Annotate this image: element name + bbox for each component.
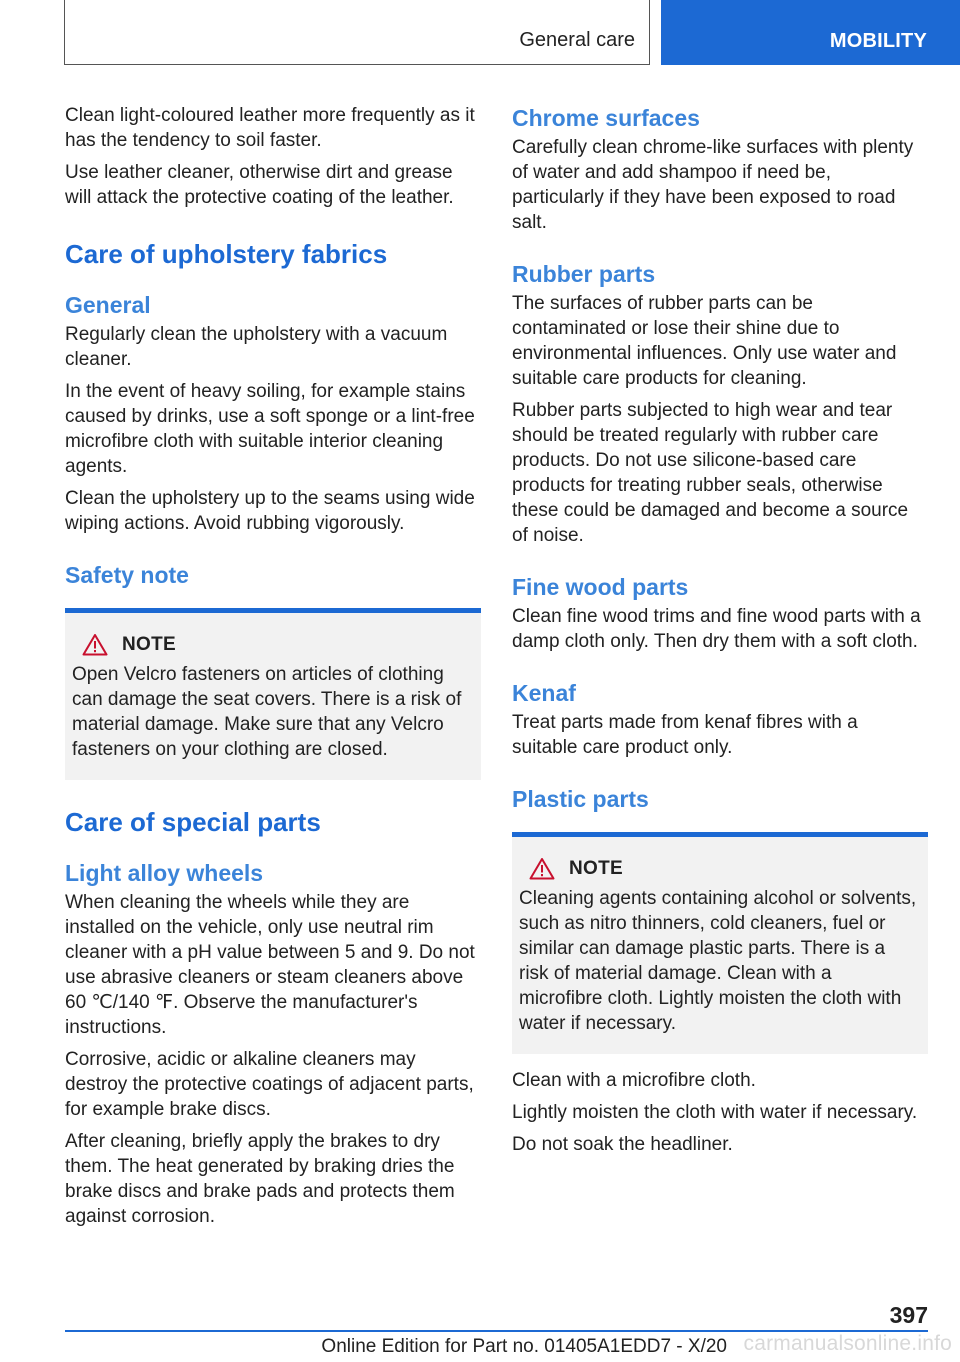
fine-wood-heading: Fine wood parts — [512, 574, 689, 600]
velcro-note-title — [82, 633, 471, 656]
velcro-note-text: Open Velcro fasteners on articles of clothing can damage the seat covers. There is a risk of material damage. Make sure that any Velcro fasteners on your clothing are closed. — [72, 664, 462, 760]
warning-triangle-icon — [82, 633, 108, 656]
wheels-paragraph-1: When cleaning the wheels while they are installed on the vehicle, only use neutral rim cleaner with a pH value between 5 and 9. Do not use abrasive cleaners or steam cleaners above 60 ℃/140 ℉. Observe the manufacturer's instructions. — [65, 892, 475, 1038]
plastic-paragraph-1: Clean with a microfibre cloth. — [512, 1070, 756, 1091]
rubber-paragraph-2: Rubber parts subjected to high wear and tear should be treated regularly with rubber care products. Do not use silicone-based care products for treating rubber seals, otherwise these could be damaged and become a source of noise. — [512, 400, 909, 546]
plastic-heading: Plastic parts — [512, 786, 649, 812]
plastic-note-title — [529, 857, 918, 880]
kenaf-paragraph: Treat parts made from kenaf fibres with a suitable care product only. — [512, 712, 858, 758]
watermark: carmanualsonline.info — [743, 1332, 952, 1355]
chrome-heading: Chrome surfaces — [512, 105, 700, 131]
upholstery-paragraph-1: Regularly clean the upholstery with a vacuum cleaner. — [65, 324, 448, 370]
fine-wood-paragraph: Clean fine wood trims and fine wood parts with a damp cloth only. Then dry them with a soft cloth. — [512, 606, 921, 652]
wheels-paragraph-3: After cleaning, briefly apply the brakes to dry them. The heat generated by braking dries the brake discs and brake pads and protects them against corrosion. — [65, 1131, 455, 1227]
velcro-note-label: NOTE — [122, 633, 176, 655]
footer-edition: Online Edition for Part no. 01405A1EDD7 - X/20 — [321, 1336, 727, 1357]
leather-paragraph-2: Use leather cleaner, otherwise dirt and grease will attack the protective coating of the leather. — [65, 162, 454, 208]
header-chapter-label: MOBILITY — [829, 30, 927, 52]
special-parts-heading: Care of special parts — [65, 807, 321, 837]
page-number: 397 — [889, 1302, 928, 1328]
chrome-paragraph: Carefully clean chrome-like surfaces with plenty of water and add shampoo if need be, particularly if they have been exposed to road salt. — [512, 137, 914, 233]
header-section-title: General care — [519, 29, 635, 51]
plastic-note-box — [512, 832, 928, 1054]
rubber-paragraph-1: The surfaces of rubber parts can be contaminated or lose their shine due to environmental influences. Only use water and suitable care products for cleaning. — [512, 293, 897, 389]
leather-paragraph-1: Clean light-coloured leather more frequently as it has the tendency to soil faster. — [65, 105, 475, 151]
header-chapter-tab — [661, 0, 960, 65]
left-column — [65, 103, 481, 1236]
rubber-heading: Rubber parts — [512, 261, 656, 287]
safety-note-heading: Safety note — [65, 562, 189, 588]
right-column — [512, 103, 928, 1164]
plastic-paragraph-3: Do not soak the headliner. — [512, 1134, 733, 1155]
upholstery-paragraph-2: In the event of heavy soiling, for example stains caused by drinks, use a soft sponge or a lint-free microfibre cloth with suitable interior cleaning agents. — [65, 381, 475, 477]
plastic-note-text: Cleaning agents containing alcohol or solvents, such as nitro thinners, cold cleaners, fuel or similar can damage plastic parts. There is a risk of material damage. Clean with a microfibre cloth. Lightly moisten the cloth with water if necessary. — [519, 888, 917, 1034]
general-heading: General — [65, 292, 151, 318]
plastic-paragraph-2: Lightly moisten the cloth with water if necessary. — [512, 1102, 918, 1123]
wheels-paragraph-2: Corrosive, acidic or alkaline cleaners may destroy the protective coatings of adjacent parts, for example brake discs. — [65, 1049, 474, 1120]
velcro-note-box — [65, 608, 481, 780]
light-alloy-wheels-heading: Light alloy wheels — [65, 860, 264, 886]
plastic-note-label: NOTE — [569, 857, 623, 879]
header-section-box — [64, 0, 650, 65]
upholstery-heading: Care of upholstery fabrics — [65, 239, 388, 269]
upholstery-paragraph-3: Clean the upholstery up to the seams using wide wiping actions. Avoid rubbing vigorously. — [65, 488, 475, 534]
kenaf-heading: Kenaf — [512, 680, 576, 706]
warning-triangle-icon — [529, 857, 555, 880]
